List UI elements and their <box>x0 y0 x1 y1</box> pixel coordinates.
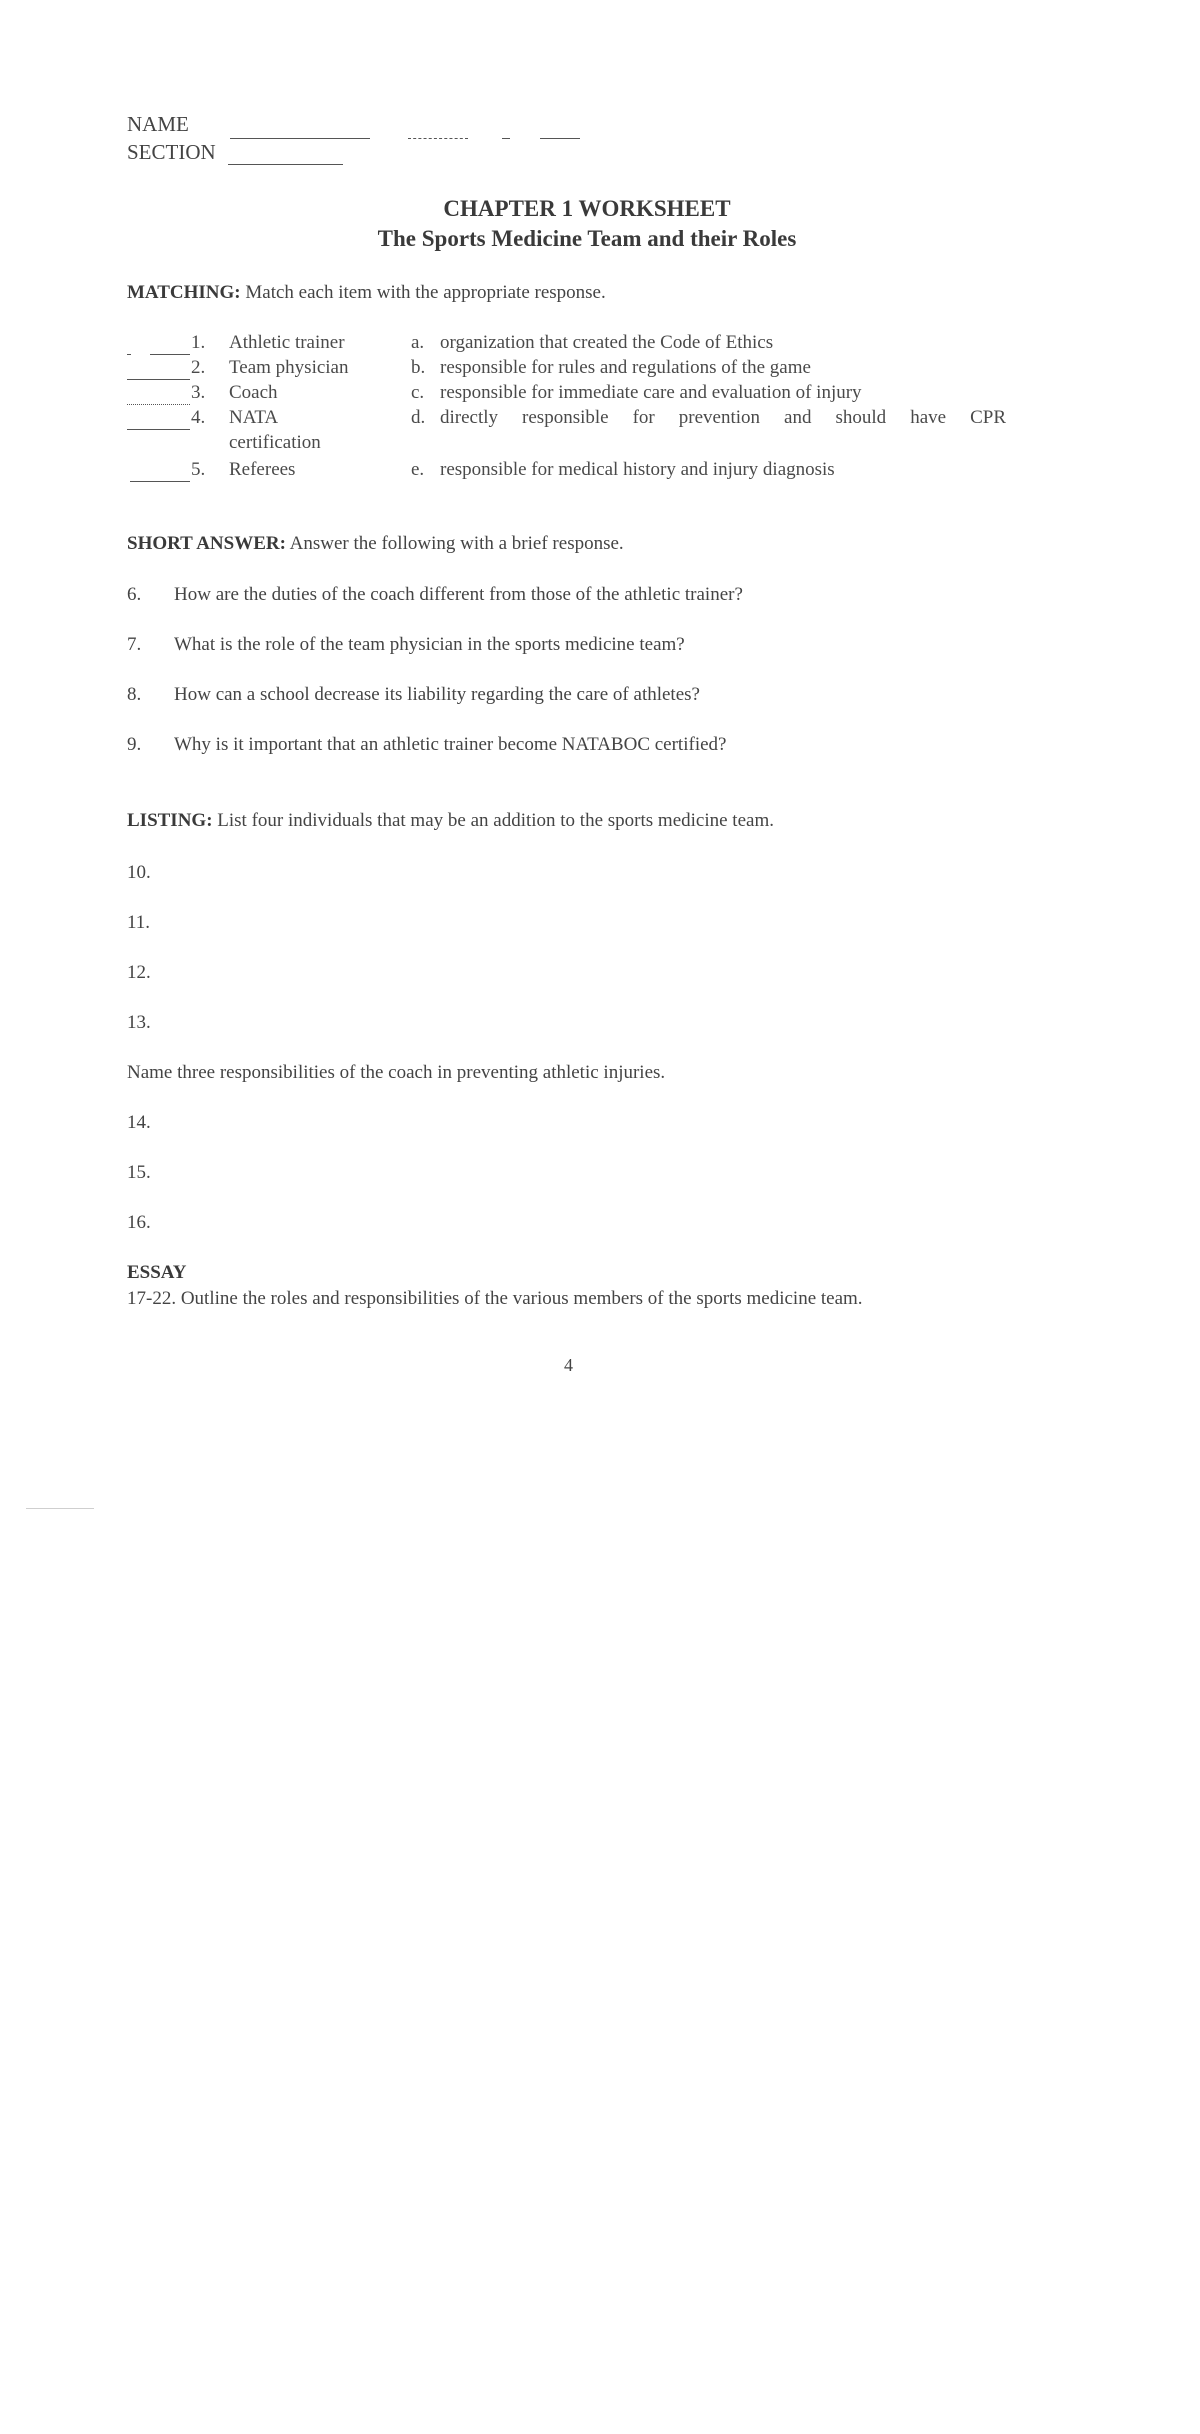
list-num-11: 11. <box>127 912 151 933</box>
response-text-d: directly responsible for prevention and should have CPR <box>440 407 1006 428</box>
list-num-16: 16. <box>127 1212 151 1233</box>
question-text-9: Why is it important that an athletic trainer become NATABOC certified? <box>174 734 727 755</box>
matching-header <box>127 282 606 304</box>
short-answer-heading: SHORT ANSWER: <box>127 533 286 554</box>
match-blank-5[interactable] <box>130 481 190 482</box>
section-label: SECTION <box>127 140 216 164</box>
list-num-10: 10. <box>127 862 151 883</box>
listing-heading: LISTING: <box>127 810 213 831</box>
name-label: NAME <box>127 112 189 136</box>
match-term-2: Team physician <box>229 357 349 378</box>
question-text-6: How are the duties of the coach different from those of the athletic trainer? <box>174 584 743 605</box>
match-num-1: 1. <box>191 332 206 353</box>
match-blank-2[interactable] <box>127 379 190 380</box>
worksheet-subtitle: The Sports Medicine Team and their Roles <box>377 226 797 251</box>
match-term-3: Coach <box>229 382 278 403</box>
list-num-12: 12. <box>127 962 151 983</box>
list-num-14: 14. <box>127 1112 151 1133</box>
name-blank-4 <box>540 138 580 139</box>
name-blank-1[interactable] <box>230 138 370 139</box>
match-num-2: 2. <box>191 357 206 378</box>
match-num-3: 3. <box>191 382 206 403</box>
match-blank-3[interactable] <box>127 404 190 405</box>
list-num-15: 15. <box>127 1162 151 1183</box>
essay-question: 17-22. Outline the roles and responsibilities of the various members of the sports medicine team. <box>127 1288 863 1309</box>
listing-prompt-2: Name three responsibilities of the coach in preventing athletic injuries. <box>127 1062 666 1083</box>
match-num-5: 5. <box>191 459 206 480</box>
name-blank-3 <box>502 138 510 139</box>
match-term-1: Athletic trainer <box>229 332 345 353</box>
match-term-4: NATA <box>229 407 279 428</box>
listing-header <box>127 810 774 832</box>
question-num-9: 9. <box>127 734 142 755</box>
worksheet-title: CHAPTER 1 WORKSHEET <box>443 196 731 221</box>
listing-instruction: List four individuals that may be an addition to the sports medicine team. <box>217 810 774 831</box>
question-num-8: 8. <box>127 684 142 705</box>
match-blank-4[interactable] <box>127 429 190 430</box>
question-text-8: How can a school decrease its liability regarding the care of athletes? <box>174 684 700 705</box>
question-text-7: What is the role of the team physician in the sports medicine team? <box>174 634 685 655</box>
match-blank-1[interactable] <box>150 354 190 355</box>
response-text-b: responsible for rules and regulations of the game <box>440 357 811 378</box>
response-text-a: organization that created the Code of Ethics <box>440 332 774 353</box>
name-blank-2 <box>408 138 468 139</box>
page-number: 4 <box>564 1355 573 1375</box>
short-answer-instruction: Answer the following with a brief response. <box>289 533 624 554</box>
question-num-6: 6. <box>127 584 142 605</box>
matching-heading: MATCHING: <box>127 282 241 303</box>
match-blank-1a <box>127 354 131 355</box>
response-letter-c: c. <box>411 382 425 403</box>
matching-instruction: Match each item with the appropriate response. <box>245 282 606 303</box>
response-letter-e: e. <box>411 459 425 480</box>
question-num-7: 7. <box>127 634 142 655</box>
response-text-c: responsible for immediate care and evaluation of injury <box>440 382 862 403</box>
match-num-4: 4. <box>191 407 206 428</box>
essay-heading: ESSAY <box>127 1262 187 1283</box>
essay-header <box>127 1262 187 1284</box>
match-term-5: Referees <box>229 459 296 480</box>
response-letter-a: a. <box>411 332 425 353</box>
section-blank[interactable] <box>228 164 343 165</box>
scan-mark <box>26 1508 94 1509</box>
response-text-e: responsible for medical history and injury diagnosis <box>440 459 835 480</box>
list-num-13: 13. <box>127 1012 151 1033</box>
short-answer-header <box>127 533 624 555</box>
response-letter-d: d. <box>411 407 426 428</box>
match-term-4-cont: certification <box>229 432 321 453</box>
response-letter-b: b. <box>411 357 426 378</box>
